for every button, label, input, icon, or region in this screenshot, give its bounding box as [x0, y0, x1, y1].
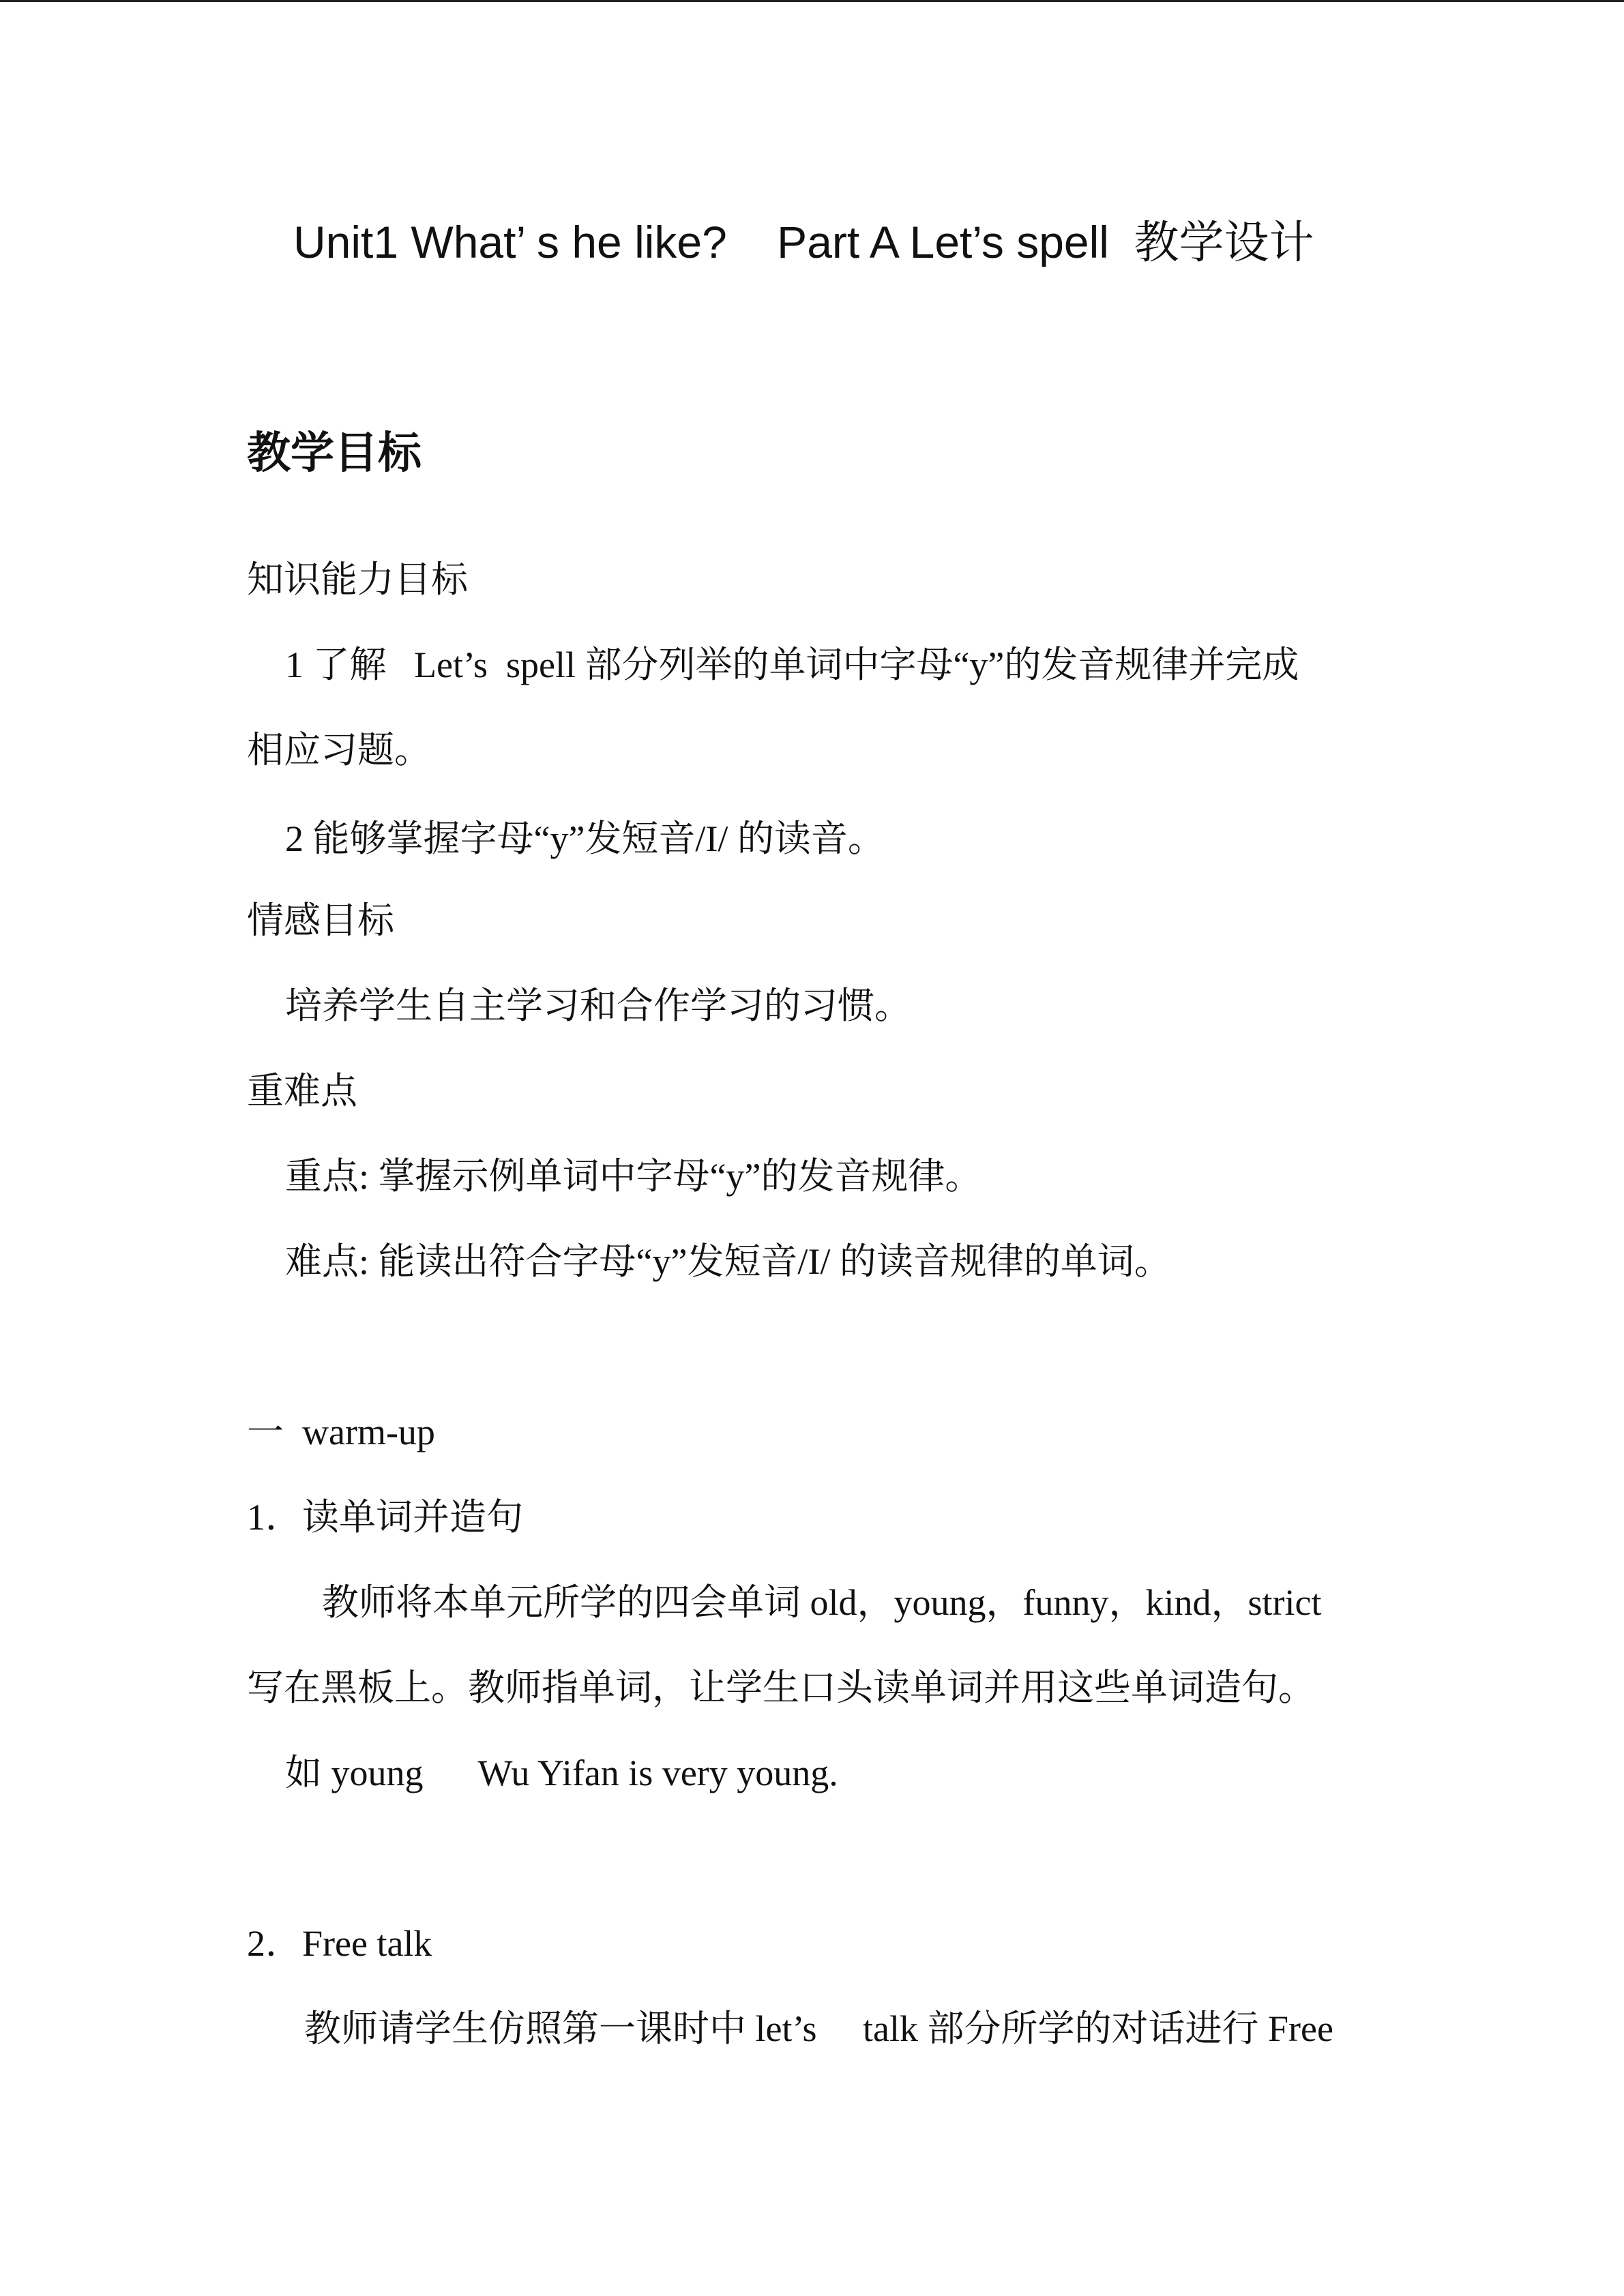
section-heading-warmup: 一 warm-up — [247, 1412, 435, 1452]
emotional-goal-label: 情感目标 — [247, 900, 394, 941]
goal-2: 2 能够掌握字母“y”发短音/I/ 的读音。 — [285, 818, 885, 859]
document-title: Unit1 What’ s he like? Part A Let’s spell 教学设计 — [293, 217, 1314, 267]
key-point: 重点: 掌握示例单词中字母“y”的发音规律。 — [285, 1156, 982, 1197]
goal-1-line-2: 相应习题。 — [247, 730, 431, 771]
step-1-line-1: 教师将本单元所学的四会单词 old，young，funny，kind，strict — [322, 1582, 1322, 1623]
step-1-title: 1．读单词并造句 — [247, 1497, 523, 1538]
step-1-example: 如 young Wu Yifan is very young. — [285, 1753, 838, 1793]
key-points-label: 重难点 — [247, 1071, 357, 1112]
knowledge-goal-label: 知识能力目标 — [247, 559, 468, 600]
difficult-point: 难点: 能读出符合字母“y”发短音/I/ 的读音规律的单词。 — [285, 1241, 1171, 1282]
step-2-title: 2．Free talk — [247, 1923, 432, 1964]
goal-1-line-1: 1 了解 Let’s spell 部分列举的单词中字母“y”的发音规律并完成 — [285, 644, 1299, 685]
step-2-line-1: 教师请学生仿照第一课时中 let’s talk 部分所学的对话进行 Free — [304, 2008, 1333, 2049]
section-heading-objectives: 教学目标 — [247, 428, 422, 479]
emotional-goal: 培养学生自主学习和合作学习的习惯。 — [285, 985, 911, 1026]
step-1-line-2: 写在黑板上。教师指单词，让学生口头读单词并用这些单词造句。 — [247, 1667, 1315, 1708]
page-top-border — [0, 0, 1624, 2]
